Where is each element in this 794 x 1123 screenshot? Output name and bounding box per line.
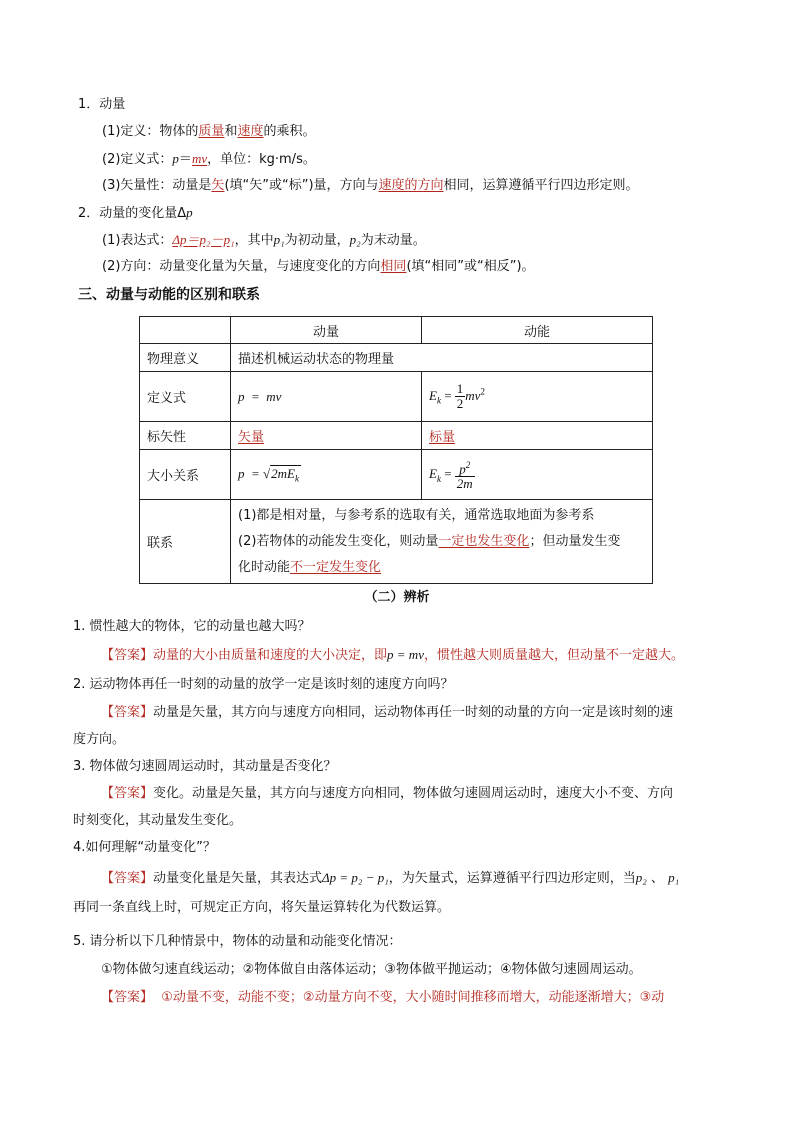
row-label-relation: 联系 bbox=[140, 500, 231, 584]
symbol-p1: p₁ bbox=[273, 232, 285, 247]
formula-p-mv: p = mv bbox=[231, 372, 422, 422]
text: (填“矢”或“标”)量，方向与 bbox=[224, 178, 379, 193]
answer-expression: Δp＝p₂－p₁ bbox=[172, 232, 235, 247]
header-momentum: 动量 bbox=[231, 317, 422, 344]
vector-cell bbox=[231, 422, 422, 450]
question-5: 5. 请分析以下几种情景中，物体的动量和动能变化情况： bbox=[73, 934, 402, 949]
answer-velocity: 速度 bbox=[237, 124, 264, 139]
text: (2)若物体的动能发生变化，则动量 bbox=[238, 533, 439, 549]
heading-momentum: 1．动量 bbox=[78, 97, 126, 112]
numerator bbox=[455, 458, 475, 477]
text: ，惯性越大则质量越大，但动量不一定越大。 bbox=[423, 648, 684, 663]
superscript: 2 bbox=[465, 459, 471, 470]
text: ，单位：kg·m/s。 bbox=[207, 152, 316, 167]
text: (1)定义：物体的 bbox=[102, 124, 199, 139]
header-kinetic-energy: 动能 bbox=[422, 317, 653, 344]
text: 化时动能 bbox=[238, 559, 291, 575]
text: 为末动量。 bbox=[360, 233, 426, 248]
answer-tag: 【答案】 bbox=[101, 786, 154, 801]
equals: = bbox=[440, 466, 455, 481]
answer-scalar-quantity: 标量 bbox=[429, 430, 456, 445]
lhs: p = bbox=[238, 465, 264, 481]
vector-line bbox=[102, 176, 639, 196]
text: (3)矢量性：动量是 bbox=[102, 178, 212, 193]
answer-direction: 速度的方向 bbox=[378, 178, 444, 193]
subscript: k bbox=[295, 473, 300, 484]
symbol-p: p bbox=[186, 205, 193, 220]
subscript: k bbox=[436, 473, 441, 484]
answer-same: 相同 bbox=[380, 259, 407, 274]
formula-line bbox=[102, 149, 316, 170]
superscript: 2 bbox=[480, 386, 485, 397]
text: 动量是矢量，其方向与速度方向相同，运动物体再任一时刻的动量的方向一定是该时刻的速 bbox=[153, 705, 674, 720]
heading-comparison: 三、动量与动能的区别和联系 bbox=[78, 287, 260, 303]
radicand bbox=[270, 465, 301, 484]
symbol-p2: p₂ bbox=[349, 232, 361, 247]
text: ＝ bbox=[178, 152, 192, 167]
text: 相同，运算遵循平行四边形定则。 bbox=[443, 178, 639, 193]
formula: p = mv bbox=[387, 647, 424, 662]
symbol-p1: p₁ bbox=[668, 870, 680, 885]
relation-line-1: (1)都是相对量，与参考系的选取有关，通常选取地面为参考系 bbox=[238, 507, 595, 523]
answer-mv: mv bbox=[191, 151, 208, 166]
text: 为初动量， bbox=[284, 233, 350, 248]
answer-tag: 【答案】 bbox=[101, 871, 154, 886]
formula-ek-def bbox=[422, 372, 653, 422]
subscript: k bbox=[436, 395, 441, 406]
numerator: 1 bbox=[456, 381, 464, 396]
text: (2)方向：动量变化量为矢量，与速度变化的方向 bbox=[102, 259, 381, 274]
text: 动量的大小由质量和速度的大小决定，即 bbox=[153, 648, 388, 663]
definition-line bbox=[102, 122, 315, 142]
direction-line bbox=[102, 257, 535, 277]
answer-3-line-2: 时刻变化，其动量发生变化。 bbox=[73, 813, 243, 828]
answer-vector-quantity: 矢量 bbox=[238, 430, 265, 445]
question-3: 3. 物体做匀速圆周运动时，其动量是否变化？ bbox=[73, 759, 337, 774]
text: (填“相同”或“相反”)。 bbox=[406, 259, 535, 274]
answer-tag: 【答案】 bbox=[101, 648, 154, 663]
relation-line-2 bbox=[238, 529, 645, 555]
text: ①动量不变，动能不变；②动量方向不变，大小随时间推移而增大，动能逐渐增大；③动 bbox=[153, 990, 665, 1005]
text: ；但动量发生变 bbox=[529, 533, 621, 549]
answer-3-line-1 bbox=[101, 784, 673, 804]
equals: = bbox=[440, 388, 455, 403]
row-label-magnitude: 大小关系 bbox=[140, 450, 231, 500]
symbol-p: p bbox=[172, 151, 179, 166]
question-4: 4.如何理解“动量变化”？ bbox=[73, 840, 216, 855]
row-label-meaning: 物理意义 bbox=[140, 344, 231, 372]
text: 的乘积。 bbox=[263, 124, 316, 139]
symbol-p2: p₂ bbox=[635, 870, 647, 885]
symbol-E: E bbox=[429, 388, 437, 403]
answer-1 bbox=[101, 645, 684, 666]
term-mv: mv bbox=[465, 388, 481, 403]
sqrt-icon: √ bbox=[263, 465, 271, 481]
answer-4-line-2: 再同一条直线上时，可规定正方向，将矢量运算转化为代数运算。 bbox=[73, 900, 451, 915]
text: 2．动量的变化量Δ bbox=[78, 206, 187, 221]
separator: 、 bbox=[646, 871, 669, 886]
relation-cell bbox=[231, 500, 653, 584]
answer-not-necessarily: 不一定发生变化 bbox=[290, 559, 382, 575]
answer-vector: 矢 bbox=[211, 178, 225, 193]
heading-momentum-change bbox=[78, 203, 193, 224]
formula: Δp = p₂ − p₁ bbox=[322, 870, 389, 885]
text: (2)定义式： bbox=[102, 152, 173, 167]
table-row bbox=[140, 344, 653, 372]
formula-p-sqrt bbox=[231, 450, 422, 500]
formula-ek-p bbox=[422, 450, 653, 500]
table-row bbox=[140, 500, 653, 584]
denominator: 2m bbox=[456, 476, 473, 492]
answer-2-line-2: 度方向。 bbox=[73, 732, 126, 747]
denominator: 2 bbox=[456, 396, 464, 411]
answer-tag: 【答案】 bbox=[101, 705, 154, 720]
table-row bbox=[140, 317, 653, 344]
table-cell bbox=[140, 317, 231, 344]
question-5-options: ①物体做匀速直线运动；②物体做自由落体运动；③物体做平抛运动；④物体做匀速圆周运动。 bbox=[101, 962, 642, 977]
symbol-E: E bbox=[429, 466, 437, 481]
answer-4-line-1 bbox=[101, 868, 679, 889]
table-row bbox=[140, 422, 653, 450]
answer-2-line-1 bbox=[101, 703, 673, 723]
radicand-text: 2mE bbox=[271, 465, 296, 481]
text: ，为矢量式，运算遵循平行四边形定则，当 bbox=[388, 871, 636, 886]
answer-must-change: 一定也发生变化 bbox=[438, 533, 530, 549]
answer-tag: 【答案】 bbox=[101, 990, 154, 1005]
text: 和 bbox=[224, 124, 238, 139]
fraction-p2-2m bbox=[455, 458, 475, 491]
table-row bbox=[140, 372, 653, 422]
table-row bbox=[140, 450, 653, 500]
text: 动量变化量是矢量，其表达式 bbox=[153, 871, 323, 886]
question-2: 2. 运动物体再任一时刻的动量的放学一定是该时刻的速度方向吗？ bbox=[73, 677, 454, 692]
comparison-table bbox=[139, 316, 653, 584]
numerator-text: p bbox=[459, 461, 466, 477]
answer-5 bbox=[101, 988, 664, 1008]
answer-mass: 质量 bbox=[198, 124, 225, 139]
row-label-definition: 定义式 bbox=[140, 372, 231, 422]
text: 变化。动量是矢量，其方向与速度方向相同，物体做匀速圆周运动时，速度大小不变、方向 bbox=[153, 786, 674, 801]
relation-line-3 bbox=[238, 555, 645, 581]
row-label-vector: 标矢性 bbox=[140, 422, 231, 450]
question-1: 1. 惯性越大的物体，它的动量也越大吗？ bbox=[73, 619, 311, 634]
text: (1)表达式： bbox=[102, 233, 173, 248]
scalar-cell bbox=[422, 422, 653, 450]
expression-line bbox=[102, 230, 426, 251]
heading-analysis: （二）辨析 bbox=[364, 590, 430, 605]
meaning-value: 描述机械运动状态的物理量 bbox=[231, 344, 653, 372]
fraction-half bbox=[455, 382, 466, 411]
text: ，其中 bbox=[234, 233, 274, 248]
